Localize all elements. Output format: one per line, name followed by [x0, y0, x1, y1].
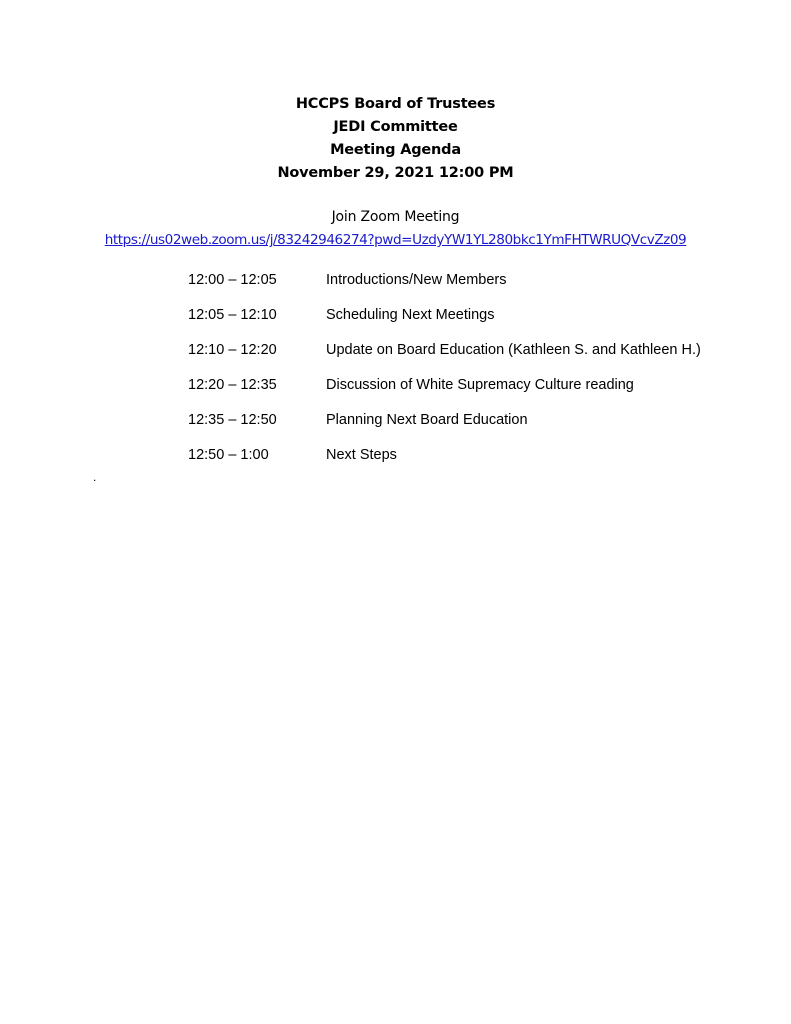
zoom-section	[0, 206, 791, 252]
agenda-topic: Scheduling Next Meetings	[326, 307, 495, 323]
agenda-topic: Introductions/New Members	[326, 272, 507, 288]
trailing-mark: .	[93, 470, 97, 484]
agenda-item	[188, 305, 748, 340]
agenda-topic: Update on Board Education (Kathleen S. and Kathleen H.)	[326, 342, 701, 358]
organization-title: HCCPS Board of Trustees	[295, 96, 496, 112]
meeting-datetime: November 29, 2021 12:00 PM	[277, 165, 514, 181]
agenda-item	[188, 270, 748, 305]
agenda-topic: Discussion of White Supremacy Culture reading	[326, 377, 634, 393]
agenda-item	[188, 375, 748, 410]
agenda-item	[188, 410, 748, 445]
agenda-list	[188, 270, 748, 480]
committee-name: JEDI Committee	[333, 119, 458, 135]
agenda-time: 12:35 – 12:50	[188, 412, 277, 428]
agenda-time: 12:05 – 12:10	[188, 307, 277, 323]
agenda-time: 12:20 – 12:35	[188, 377, 277, 393]
agenda-time: 12:00 – 12:05	[188, 272, 277, 288]
agenda-item	[188, 445, 748, 480]
agenda-time: 12:50 – 1:00	[188, 447, 269, 463]
agenda-time: 12:10 – 12:20	[188, 342, 277, 358]
document-title: Meeting Agenda	[330, 142, 461, 158]
agenda-topic: Planning Next Board Education	[326, 412, 528, 428]
zoom-label: Join Zoom Meeting	[331, 209, 460, 225]
agenda-header	[0, 93, 791, 185]
agenda-topic: Next Steps	[326, 447, 397, 463]
agenda-item	[188, 340, 748, 375]
zoom-meeting-link[interactable]: https://us02web.zoom.us/j/83242946274?pwd=UzdyYW1YL280bkc1YmFHTWRUQVcvZz09	[104, 232, 687, 248]
